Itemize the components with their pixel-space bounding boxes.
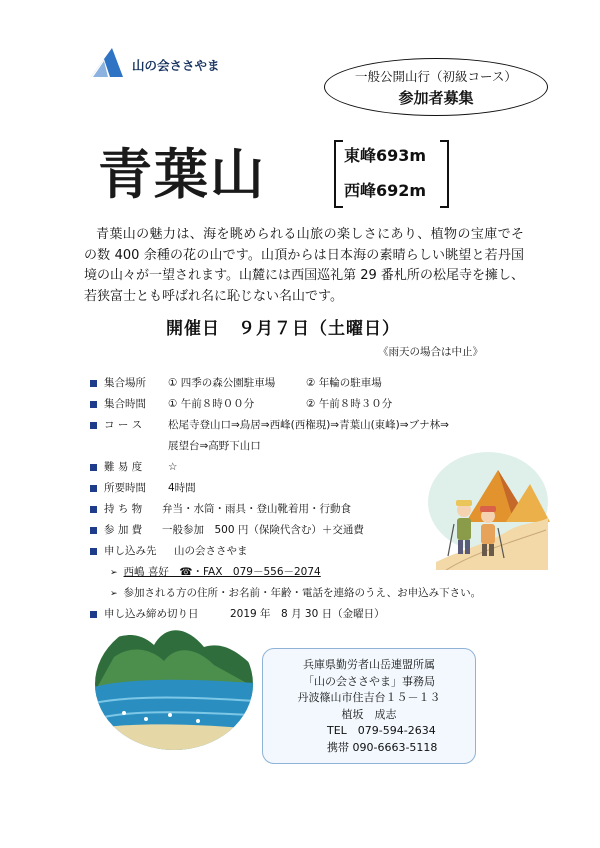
east-peak: 東峰693m bbox=[344, 146, 427, 165]
rain-note: 《雨天の場合は中止》 bbox=[378, 346, 483, 358]
event-date: 開催日 ９月７日（土曜日） bbox=[166, 319, 400, 339]
coast-illustration bbox=[94, 617, 254, 751]
square-bullet-icon bbox=[90, 380, 97, 387]
intro-paragraph: 青葉山の魅力は、海を眺められる山旅の楽しさにあり、植物の宝庫でその数 400 余種の花の山です。山頂からは日本海の素晴らしい眺望と若丹国境の山々が一望されます。山麓には西国巡礼第 29 番札所の松尾寺を擁し、若狭富士とも呼ばれ名に恥じない名山です。 bbox=[84, 227, 524, 304]
detail-value: 展望台⇒高野下山口 bbox=[168, 440, 261, 452]
square-bullet-icon bbox=[90, 548, 97, 555]
detail-value: ① 午前８時００分 bbox=[168, 398, 255, 410]
square-bullet-icon bbox=[90, 464, 97, 471]
office-address: 丹波篠山市住吉台１５－１３ bbox=[297, 691, 441, 704]
office-person: 植坂 成志 bbox=[341, 707, 397, 721]
contact-info: 西嶋 喜好 ☎・FAX 079－556－2074 bbox=[123, 566, 321, 578]
list-item bbox=[90, 373, 530, 394]
west-peak: 西峰692m bbox=[344, 181, 427, 200]
event-type: 一般公開山行（初級コース） bbox=[355, 69, 517, 84]
bracket-right bbox=[440, 140, 449, 208]
detail-value: 松尾寺登山口⇒鳥居⇒西峰(西権現)⇒青葉山(東峰)⇒ブナ林⇒ bbox=[168, 419, 449, 431]
list-item bbox=[90, 415, 530, 436]
detail-label: 申し込み先 bbox=[104, 545, 157, 557]
square-bullet-icon bbox=[90, 422, 97, 429]
contact-note: 参加される方の住所・お名前・年齢・電話を連絡のうえ、お申込み下さい。 bbox=[123, 587, 482, 599]
mountain-logo-icon bbox=[90, 46, 124, 78]
square-bullet-icon bbox=[90, 401, 97, 408]
recruit-heading: 参加者募集 bbox=[398, 89, 474, 107]
org-name: 山の会ささやま bbox=[132, 58, 220, 73]
detail-label: 集合場所 bbox=[104, 377, 146, 389]
detail-value: ① 四季の森公園駐車場 bbox=[168, 377, 276, 389]
detail-value: 山の会ささやま bbox=[174, 545, 248, 557]
list-item bbox=[90, 394, 530, 415]
list-item bbox=[90, 583, 530, 604]
detail-label: 申し込み締め切り日 bbox=[104, 608, 199, 620]
detail-value: 4時間 bbox=[168, 482, 196, 494]
square-bullet-icon bbox=[90, 506, 97, 513]
event-oval bbox=[324, 58, 548, 116]
hikers-illustration bbox=[426, 452, 550, 570]
detail-value: 弁当・水筒・雨具・登山靴着用・行動食 bbox=[162, 503, 351, 515]
detail-value: 一般参加 500 円（保険代含む）＋交通費 bbox=[162, 524, 364, 536]
office-contact-box bbox=[262, 648, 476, 764]
bracket-left bbox=[334, 140, 343, 208]
mountain-title: 青葉山 bbox=[98, 143, 266, 206]
square-bullet-icon bbox=[90, 485, 97, 492]
detail-value: 2019 年 8 月 30 日（金曜日） bbox=[230, 608, 385, 620]
detail-label: 所要時間 bbox=[104, 482, 146, 494]
square-bullet-icon bbox=[90, 527, 97, 534]
office-mobile: 携帯 090-6663-5118 bbox=[327, 740, 438, 754]
office-affiliation: 兵庫県勤労者山岳連盟所属 bbox=[303, 658, 435, 671]
detail-label: 参 加 費 bbox=[104, 524, 143, 536]
arrow-bullet-icon: ➢ bbox=[110, 568, 118, 578]
office-tel: TEL 079-594-2634 bbox=[327, 724, 436, 737]
detail-label: コ ー ス bbox=[104, 419, 143, 431]
detail-value: ☆ bbox=[168, 461, 178, 473]
detail-value: ② 年輪の駐車場 bbox=[306, 377, 382, 389]
detail-value: ② 午前８時３０分 bbox=[306, 398, 393, 410]
detail-label: 持 ち 物 bbox=[104, 503, 143, 515]
office-name: 「山の会ささやま」事務局 bbox=[303, 674, 435, 688]
detail-label: 難 易 度 bbox=[104, 461, 143, 473]
arrow-bullet-icon: ➢ bbox=[110, 589, 118, 599]
detail-label: 集合時間 bbox=[104, 398, 146, 410]
